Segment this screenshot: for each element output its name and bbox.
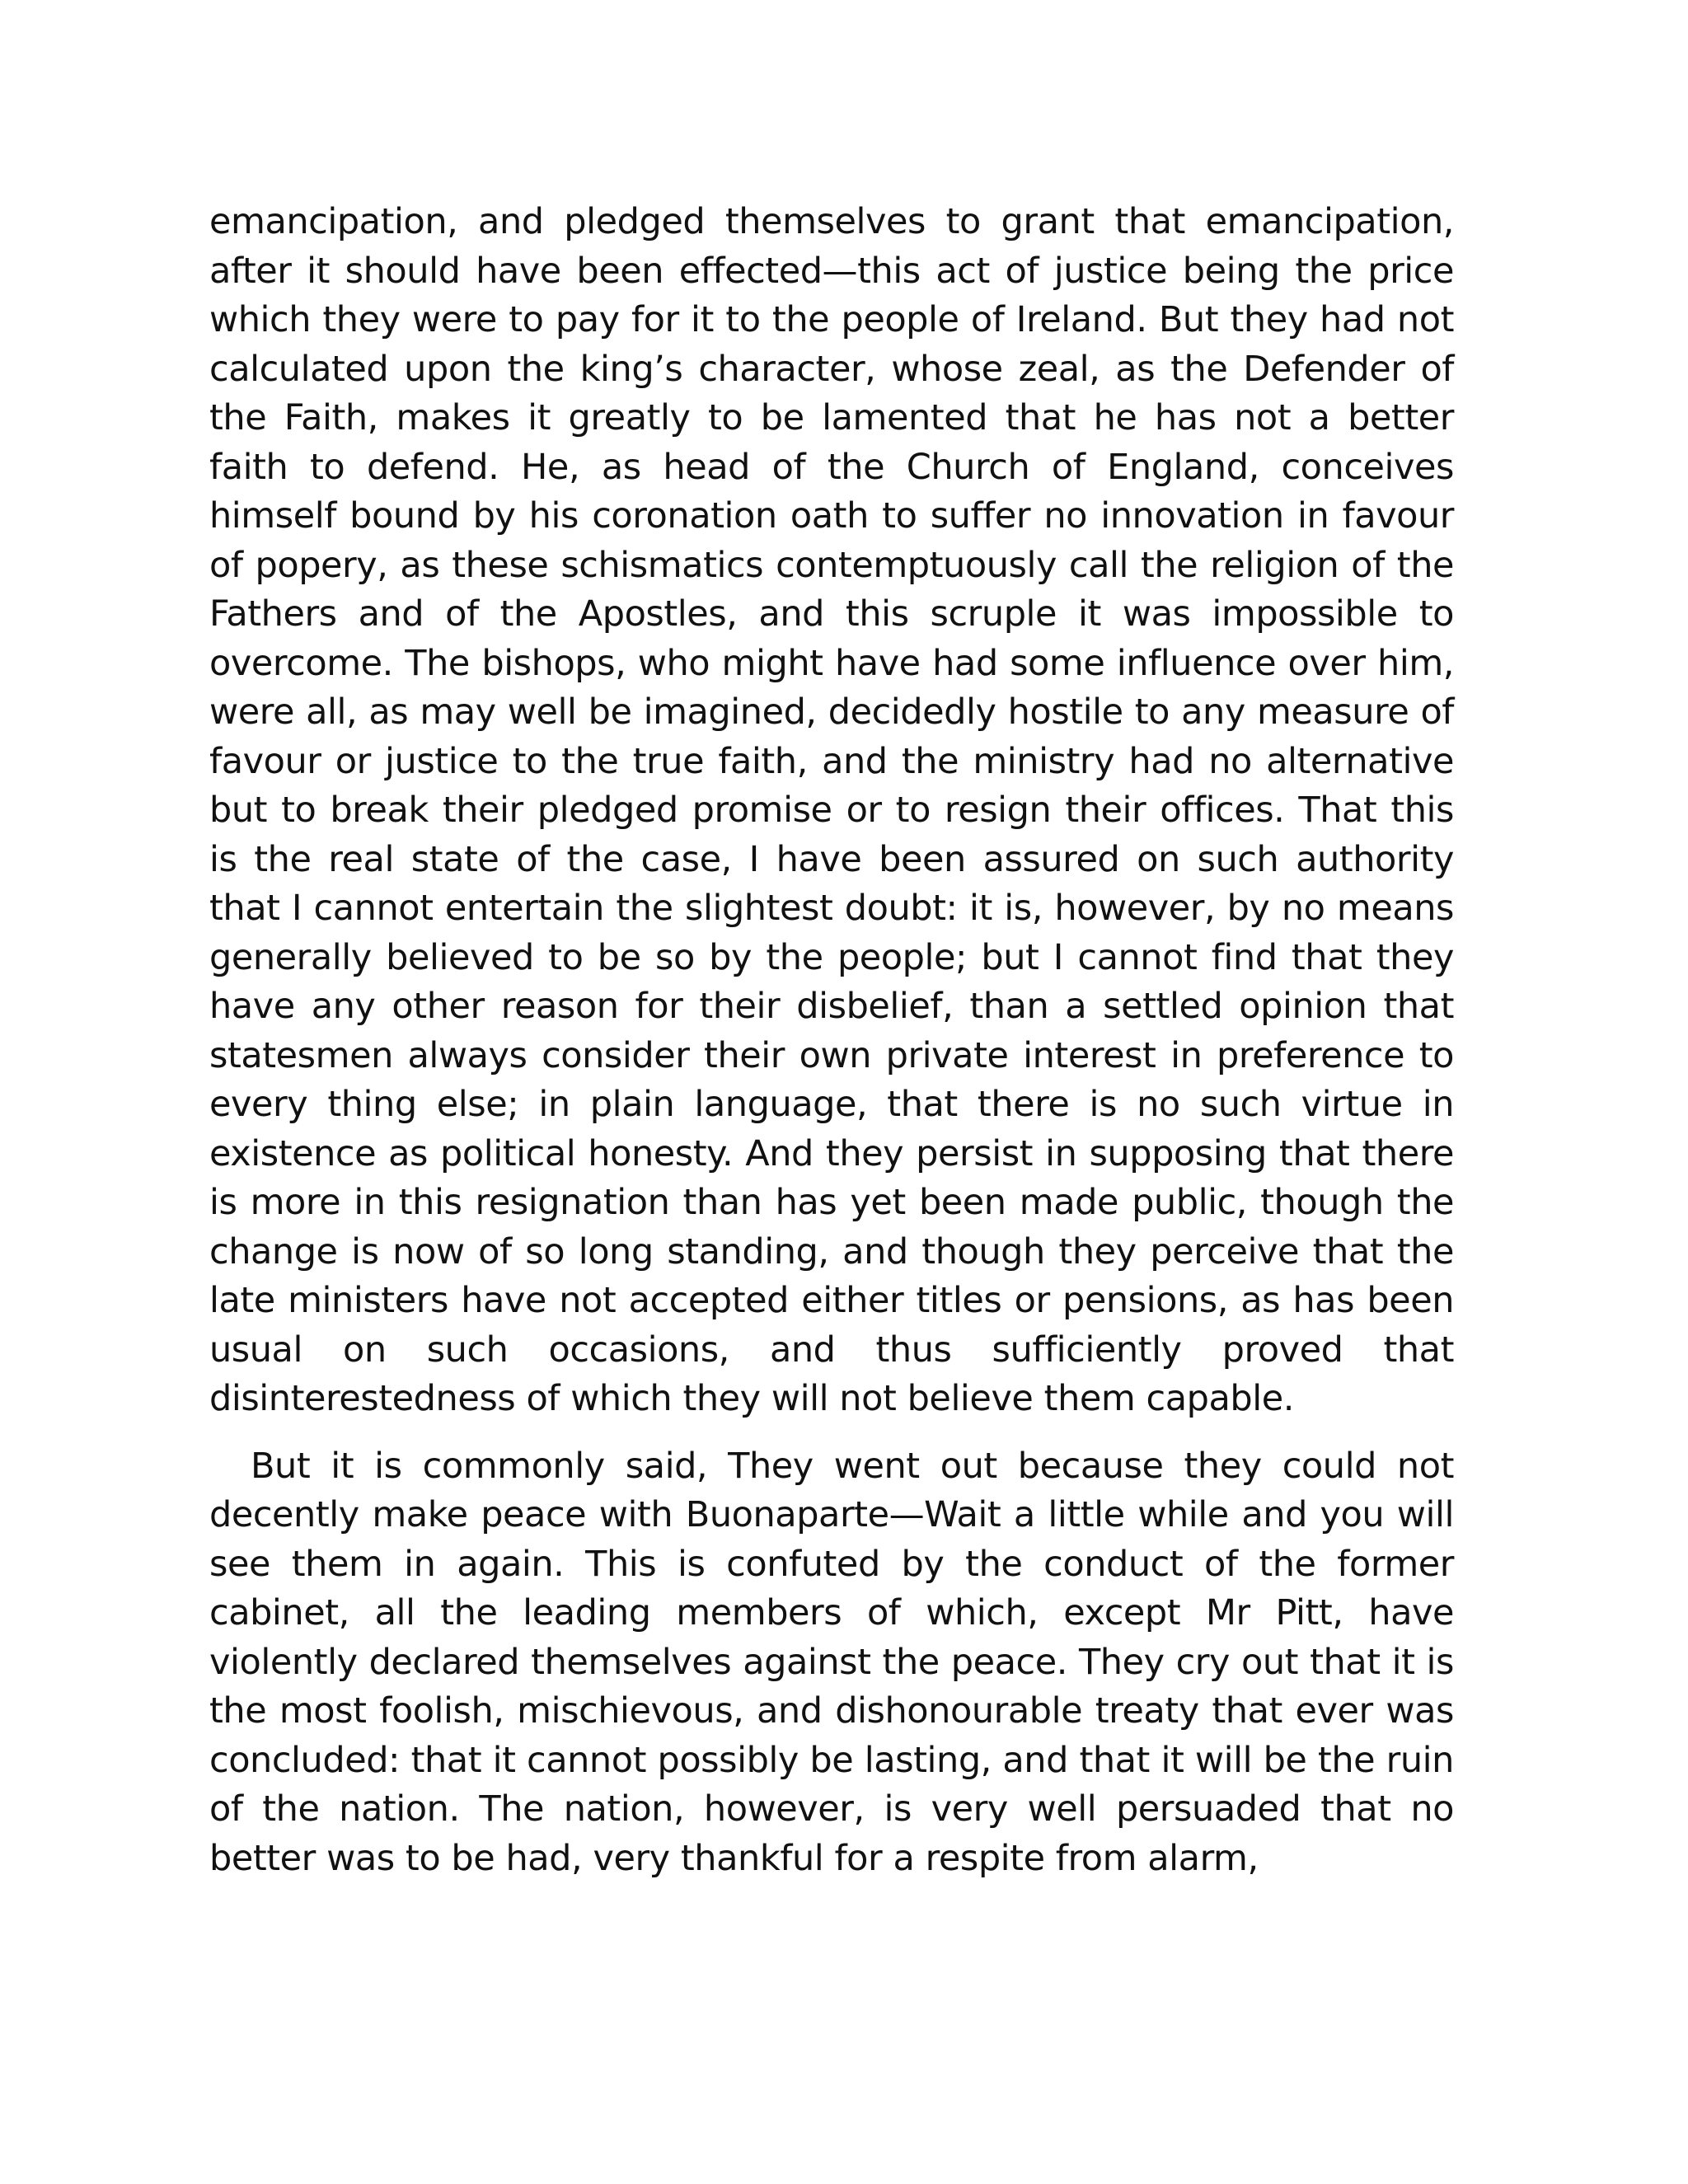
document-page xyxy=(209,198,1454,1883)
paragraph-2: But it is commonly said, They went out because they could not decently make peace with Buonaparte—Wait a little while and you will see them in again. This is confuted by the conduct of the former cabinet, all the leading members of which, except Mr Pitt, have violently declared themselves against the peace. They cry out that it is the most foolish, mischievous, and dishonourable treaty that ever was concluded: that it cannot possibly be lasting, and that it will be the ruin of the nation. The nation, however, is very well persuaded that no better was to be had, very thankful for a respite from alarm, xyxy=(209,1445,1454,1879)
paragraph-1: emancipation, and pledged themselves to grant that emancipation, after it should have been effected—this act of justice being the price which they were to pay for it to the people of Ireland. But they had not calculated upon the king’s character, whose zeal, as the Defender of the Faith, makes it greatly to be lamented that he has not a better faith to defend. He, as head of the Church of England, conceives himself bound by his coronation oath to suffer no innovation in favour of popery, as these schismatics contemptuously call the religion of the Fathers and of the Apostles, and this scruple it was impossible to overcome. The bishops, who might have had some influence over him, were all, as may well be imagined, decidedly hostile to any measure of favour or justice to the true faith, and the ministry had no alternative but to break their pledged promise or to resign their offices. That this is the real state of the case, I have been assured on such authority that I cannot entertain the slightest doubt: it is, however, by no means generally believed to be so by the people; but I cannot find that they have any other reason for their disbelief, than a settled opinion that statesmen always consider their own private interest in preference to every thing else; in plain language, that there is no such virtue in existence as political honesty. And they persist in supposing that there is more in this resignation than has yet been made public, though the change is now of so long standing, and though they perceive that the late ministers have not accepted either titles or pensions, as has been usual on such occasions, and thus sufficiently proved that disinterestedness of which they will not believe them capable. xyxy=(209,201,1454,1419)
